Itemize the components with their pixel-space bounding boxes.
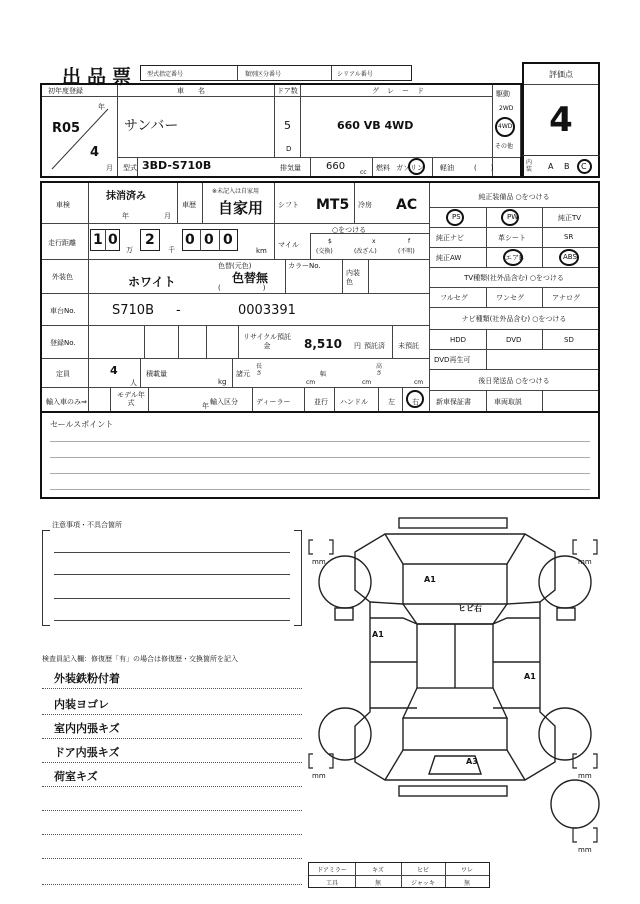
chassis-label: 車台No. bbox=[50, 307, 76, 315]
interior-c: C bbox=[581, 162, 587, 171]
equip-ps: PS bbox=[452, 213, 461, 221]
inspection-label: 車検 bbox=[56, 201, 70, 209]
later-title: 後日発送品 ○をつける bbox=[478, 377, 550, 385]
equip-sr: SR bbox=[564, 233, 574, 241]
recycle-value: 8,510 bbox=[304, 337, 342, 351]
note-item-5: 荷室キズ bbox=[54, 770, 98, 783]
equip-navi: 純正ナビ bbox=[436, 234, 464, 242]
exterior-label: 外装色 bbox=[52, 273, 73, 281]
doors-suffix: D bbox=[286, 145, 292, 153]
details-table bbox=[40, 181, 600, 413]
length-label: 長さ bbox=[256, 363, 263, 377]
parallel-label: 並行 bbox=[314, 398, 328, 406]
equip-tv: 純正TV bbox=[558, 214, 582, 222]
mileage-label: 走行距離 bbox=[48, 239, 76, 247]
length-cm-label: cm bbox=[306, 379, 316, 386]
legend-break: ワレ bbox=[460, 867, 473, 874]
color-change-paren: ( ) bbox=[218, 284, 266, 292]
form-title: 出品票 bbox=[62, 66, 138, 88]
rating-label: 評価点 bbox=[549, 70, 573, 79]
month-value: 4 bbox=[90, 145, 100, 160]
first-reg-era: R05 bbox=[52, 121, 81, 136]
model-year-label: モデル年式 bbox=[117, 391, 145, 407]
year-label: 年 bbox=[98, 103, 105, 111]
equip-pw-circle-icon bbox=[501, 209, 519, 226]
mm-label-fl: mm bbox=[312, 558, 326, 566]
dims-label: 諸元 bbox=[236, 370, 250, 378]
import-label: 輸入車のみ⇒ bbox=[46, 398, 87, 406]
category-label: 類別区分番号 bbox=[245, 71, 282, 78]
later-manual: 車両取説 bbox=[494, 398, 522, 406]
mm-label-rr: mm bbox=[578, 772, 592, 780]
history-value: 自家用 bbox=[218, 199, 264, 217]
fuel-gasoline-circle-icon bbox=[408, 158, 425, 175]
mark-hood: A1 bbox=[424, 575, 436, 584]
fuel-value: ガソリン bbox=[396, 164, 424, 172]
navi-title: ナビ種類(社外品含む) ○をつける bbox=[461, 315, 567, 323]
mileage-digit-4: 0 bbox=[185, 232, 195, 248]
grade-value: 660 VB 4WD bbox=[337, 119, 414, 132]
mark-circle-label: ○をつける bbox=[332, 226, 367, 234]
width-cm-label: cm bbox=[362, 379, 372, 386]
model-year-unit: 年 bbox=[202, 402, 209, 410]
chassis-number: 0003391 bbox=[238, 303, 296, 318]
ac-label: 冷房 bbox=[358, 201, 372, 209]
equipment-panel bbox=[430, 183, 598, 411]
man-label: 万 bbox=[126, 246, 133, 254]
notes-box bbox=[42, 518, 304, 630]
interior-color-label: 内装色 bbox=[346, 269, 360, 286]
interior-b: B bbox=[564, 162, 570, 171]
history-note: ※未記入は自家用 bbox=[212, 188, 260, 195]
legend-crack: ヒビ bbox=[416, 867, 429, 874]
equip-pw: PW bbox=[507, 213, 519, 221]
legend-table bbox=[308, 862, 490, 888]
model-cert-label: 型式指定番号 bbox=[147, 71, 184, 78]
mm-label-fr: mm bbox=[578, 558, 592, 566]
car-diagram bbox=[305, 512, 605, 852]
car-name: サンバー bbox=[124, 118, 179, 134]
color-change-label: 色替(元色) bbox=[218, 262, 252, 270]
mileage-digit-3: 2 bbox=[145, 232, 155, 248]
inspection-year-label: 年 bbox=[122, 212, 129, 220]
capacity-value: 4 bbox=[110, 364, 118, 377]
equip-leather: 革シート bbox=[498, 234, 526, 242]
car-name-label: 車名 bbox=[177, 87, 219, 95]
right-label: 右 bbox=[412, 398, 419, 406]
handle-label: ハンドル bbox=[340, 398, 368, 406]
ac-value: AC bbox=[396, 197, 418, 213]
equip-aw: 純正AW bbox=[436, 254, 462, 262]
serial-label: シリアル番号 bbox=[337, 71, 373, 78]
right-handle-circle-icon bbox=[406, 390, 424, 408]
dvd-play-label: DVD再生可 bbox=[434, 356, 471, 364]
later-warranty: 新車保証書 bbox=[436, 398, 471, 406]
light-oil-label: 軽油 bbox=[440, 164, 454, 172]
month-label: 月 bbox=[106, 164, 113, 172]
equip-airbag: エアB bbox=[505, 254, 524, 262]
navi-dvd: DVD bbox=[506, 336, 522, 344]
exterior-value: ホワイト bbox=[128, 275, 176, 289]
legend-jack-label: ジャッキ bbox=[411, 880, 435, 887]
tv-fullseg: フルセグ bbox=[440, 294, 468, 302]
dealer-label: ディーラー bbox=[256, 398, 291, 406]
color-change-value: 色替無 bbox=[232, 271, 269, 285]
equipment-title: 純正装備品 ○をつける bbox=[478, 193, 550, 201]
drive-other: その他 bbox=[495, 143, 514, 150]
recycle-unpaid: 未預託 bbox=[398, 342, 419, 350]
chassis-dash: - bbox=[176, 303, 181, 318]
drive-4wd: 4WD bbox=[498, 123, 513, 130]
note-item-2: 内装ヨゴレ bbox=[54, 698, 109, 711]
tv-title: TV種類(社外品含む) ○をつける bbox=[464, 274, 564, 282]
recycle-yen: 円 bbox=[354, 342, 361, 350]
mark-left-door: A1 bbox=[372, 630, 384, 639]
kg-label: kg bbox=[218, 378, 227, 386]
mark-f: f bbox=[408, 238, 411, 245]
doors-label: ドア数 bbox=[277, 87, 298, 95]
height-cm-label: cm bbox=[414, 379, 424, 386]
mileage-digits bbox=[90, 227, 270, 255]
inspector-notes bbox=[40, 664, 305, 894]
model-value: 3BD-S710B bbox=[142, 159, 212, 172]
sales-point-box bbox=[40, 411, 600, 499]
history-label: 車歴 bbox=[182, 201, 196, 209]
mileage-digit-6: 0 bbox=[223, 232, 233, 248]
interior-label: 内装 bbox=[526, 159, 533, 173]
tv-oneseg: ワンセグ bbox=[496, 294, 524, 302]
inspector-label: 検査員記入欄：修復歴「有」の場合は修復歴・交換箇所を記入 bbox=[42, 655, 238, 663]
mileage-digit-1: 1 bbox=[93, 232, 103, 248]
equip-abs-circle-icon bbox=[559, 249, 579, 266]
light-oil-paren: ( ) bbox=[474, 164, 494, 172]
mm-label-spare: mm bbox=[578, 846, 592, 854]
km-label: km bbox=[256, 247, 267, 255]
rating-value: 4 bbox=[549, 100, 573, 140]
doors-value: 5 bbox=[284, 119, 291, 132]
model-label: 型式 bbox=[123, 164, 137, 172]
shift-value: MT5 bbox=[316, 197, 350, 213]
import-class-label: 輸入区分 bbox=[210, 398, 238, 406]
interior-grade-box bbox=[522, 155, 600, 178]
color-no-label: カラーNo. bbox=[288, 262, 321, 270]
mileage-digit-5: 0 bbox=[204, 232, 214, 248]
mark-rear: A3 bbox=[466, 757, 478, 766]
width-label: 幅 bbox=[320, 371, 327, 378]
note-item-3: 室内内張キズ bbox=[54, 722, 120, 735]
recycle-label: リサイクル預託金 bbox=[242, 333, 292, 350]
mark-x: x bbox=[372, 238, 376, 245]
cc-label: cc bbox=[360, 169, 367, 176]
mark-right-door: A1 bbox=[524, 672, 536, 681]
mileage-digit-2: 0 bbox=[108, 232, 118, 248]
note-item-1: 外装鉄粉付着 bbox=[54, 672, 120, 685]
mark-windshield: ヒビ右 bbox=[458, 604, 482, 613]
vehicle-info-table bbox=[40, 83, 522, 178]
mark-dollar: $ bbox=[328, 238, 332, 245]
altered-label: (改ざん) bbox=[354, 248, 377, 255]
header-codes-box bbox=[140, 65, 412, 81]
height-label: 高さ bbox=[376, 363, 383, 377]
equip-abs: ABS bbox=[563, 253, 577, 261]
legend-mirror: ドアミラー bbox=[317, 867, 347, 874]
sales-point-label: セールスポイント bbox=[50, 420, 114, 429]
fuel-label: 燃料 bbox=[376, 164, 390, 172]
mile-label: マイル bbox=[278, 241, 299, 249]
inspection-month-label: 月 bbox=[164, 212, 171, 220]
interior-a: A bbox=[548, 162, 554, 171]
capacity-label: 定員 bbox=[56, 370, 70, 378]
note-item-4: ドア内張キズ bbox=[54, 746, 120, 759]
navi-sd: SD bbox=[564, 336, 574, 344]
sen-label: 千 bbox=[168, 246, 175, 254]
tv-analog: アナログ bbox=[552, 294, 580, 302]
load-label: 積載量 bbox=[146, 370, 167, 378]
notes-title: 注意事項・不具合箇所 bbox=[52, 521, 122, 529]
left-label: 左 bbox=[388, 398, 395, 406]
legend-tools-label: 工具 bbox=[325, 880, 338, 887]
unknown-label: (不明) bbox=[398, 248, 415, 255]
displacement-value: 660 bbox=[326, 161, 346, 172]
reg-no-label: 登録No. bbox=[50, 339, 76, 347]
equip-ps-circle-icon bbox=[446, 209, 464, 226]
equip-airbag-circle-icon bbox=[503, 249, 523, 266]
drive-label: 駆動 bbox=[496, 90, 510, 98]
shift-label: シフト bbox=[278, 201, 299, 209]
legend-jack-value: 無 bbox=[463, 880, 470, 887]
chassis-prefix: S710B bbox=[112, 303, 154, 318]
inspection-value: 抹消済み bbox=[106, 191, 146, 202]
grade-label: グレード bbox=[372, 87, 432, 95]
slash-divider-icon bbox=[48, 105, 112, 171]
exchanged-label: (交換) bbox=[316, 248, 333, 255]
interior-c-circle-icon bbox=[577, 159, 592, 174]
displacement-label: 排気量 bbox=[280, 164, 301, 172]
navi-hdd: HDD bbox=[450, 336, 467, 344]
mm-label-rl: mm bbox=[312, 772, 326, 780]
capacity-unit: 人 bbox=[130, 379, 137, 387]
drive-2wd: 2WD bbox=[499, 105, 514, 112]
legend-tools-value: 無 bbox=[374, 880, 381, 887]
legend-scratch: キズ bbox=[372, 867, 384, 874]
first-reg-label: 初年度登録 bbox=[48, 87, 83, 95]
recycle-paid: 預託済 bbox=[364, 342, 385, 350]
